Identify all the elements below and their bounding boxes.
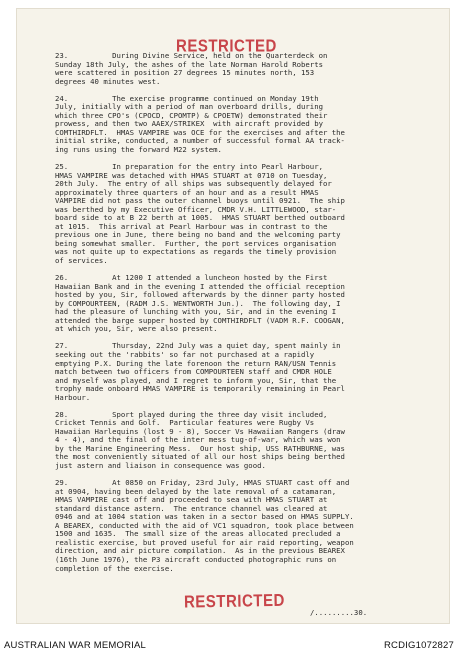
text-line: VAMPIRE did not pass the outer channel buoys until 0921. The ship	[55, 196, 345, 206]
paragraph-26	[55, 274, 400, 334]
text-line: which three CPO's (CPOCD, CPOMTP) & CPOETW) demonstrated their	[55, 110, 328, 120]
text-line: 23. During Divine Service, held on the Quarterdeck on	[55, 51, 328, 60]
text-line: standard distance astern. The entrance channel was cleared at	[55, 503, 328, 513]
text-line: was berthed by my Executive Officer, CMDR V.H. LITTLEWOOD, star-	[55, 204, 337, 214]
text-line: by the Marine Engineering Mess. Our host ship, USS RATHBURNE, was	[55, 443, 345, 453]
text-line: seeking out the 'rabbits' so far not purchased at a rapidly	[55, 349, 315, 359]
text-line: A BEAREX, conducted with the aid of VC1 squadron, took place between	[55, 520, 354, 530]
text-line: the most conveniently situated of all our host ships being berthed	[55, 452, 345, 462]
restricted-stamp-top: RESTRICTED	[176, 36, 277, 57]
paragraph-25	[55, 163, 400, 266]
text-line: match between two officers from COMPOURTEEN staff and CMDR HOLE	[55, 367, 332, 377]
text-line: being somewhat smaller. Further, the port services organisation	[55, 238, 337, 248]
text-line: hosted by you, Sir, followed afterwards by the dinner party hosted	[55, 290, 345, 300]
text-line: ing runs using the forward M22 system.	[55, 144, 222, 154]
text-line: at 0904, having been delayed by the late removal of a catamaran,	[55, 486, 337, 496]
text-line: was not quite up to expectations as regards the timely provision	[55, 247, 337, 257]
text-line: board side to at B 22 berth at 1005. HMAS STUART berthed outboard	[55, 213, 345, 223]
text-line: prowess, and then two AAEX/STRIKEX with aircraft provided by	[55, 119, 323, 129]
text-line: HMAS VAMPIRE cast off and proceeded to sea with HMAS STUART at	[55, 495, 328, 505]
paragraph-27	[55, 342, 400, 402]
text-line: (16th June 1976), the P3 aircraft conducted photographic runs on	[55, 554, 337, 564]
text-line: approximately three quarters of an hour and as a result HMAS	[55, 187, 319, 197]
text-line: direction, and air picture compilation. As in the previous BEAREX	[55, 546, 345, 556]
text-line: initial strike, conducted, a number of successful formal AA track-	[55, 136, 345, 146]
text-line: emptying P.X. During the late forenoon the return RAN/USN Tennis	[55, 358, 337, 368]
text-line: Hawaiian Bank and in the evening I attended the official reception	[55, 281, 345, 291]
text-line: July, initially with a period of man overboard drills, during	[55, 102, 323, 112]
text-line: 1500 and 1635. The small size of the areas allocated precluded a	[55, 529, 341, 539]
text-line: realistic exercise, but proved useful for air raid reporting, weapon	[55, 537, 354, 547]
paragraph-24	[55, 95, 400, 155]
text-line: Sunday 18th July, the ashes of the late Norman Harold Roberts	[55, 59, 323, 69]
text-line: 20th July. The entry of all ships was subsequently delayed for	[55, 179, 332, 189]
text-line: 0946 and at 1004 station was taken in a sector based on HMAS SUPPLY.	[55, 512, 354, 522]
footer-record-id: RCDIG1072827	[384, 640, 454, 651]
paragraph-29	[55, 479, 400, 573]
text-line: 24. The exercise programme continued on Monday 19th	[55, 93, 319, 103]
text-line: 25. In preparation for the entry into Pearl Harbour,	[55, 162, 323, 172]
text-line: at 1015. This arrival at Pearl Harbour was in contrast to the	[55, 221, 328, 231]
restricted-stamp-bottom: RESTRICTED	[183, 590, 286, 613]
text-line: 27. Thursday, 22nd July was a quiet day, spent mainly in	[55, 341, 341, 351]
text-line: Cricket Tennis and Golf. Particular features were Rugby Vs	[55, 418, 315, 428]
text-line: Harbour.	[55, 392, 91, 402]
text-line: trophy made onboard HMAS VAMPIRE is temporarily remaining in Pearl	[55, 384, 345, 394]
text-line: HMAS VAMPIRE was detached with HMAS STUART at 0710 on Tuesday,	[55, 170, 328, 180]
text-line: of services.	[55, 256, 108, 266]
text-line: at which you, Sir, were also present.	[55, 324, 218, 334]
text-line: COMTHIRDFLT. HMAS VAMPIRE was OCE for the exercises and after the	[55, 127, 345, 137]
text-line: degrees 40 minutes west.	[55, 76, 161, 86]
text-line: were scattered in position 27 degrees 15 minutes north, 153	[55, 68, 315, 78]
text-line: 26. At 1200 I attended a luncheon hosted by the First	[55, 273, 328, 283]
paragraph-28	[55, 411, 400, 471]
text-line: attended the barge supper hosted by COMTHIRDFLT (VADM R.F. COOGAN,	[55, 315, 345, 325]
text-line: Hawaiian Harlequins (lost 9 - 8), Soccer Vs Hawaiian Rangers (draw	[55, 426, 345, 436]
text-line: had the pleasure of lunching with you, Sir, and in the evening I	[55, 307, 337, 317]
document-body	[55, 52, 400, 582]
text-line: 28. Sport played during the three day visit included,	[55, 409, 328, 419]
text-line: 29. At 0850 on Friday, 23rd July, HMAS STUART cast off and	[55, 478, 350, 488]
footer-source: AUSTRALIAN WAR MEMORIAL	[4, 640, 147, 651]
page-continuation-ref: /.........30.	[310, 608, 368, 617]
text-line: by COMPOURTEEN, (RADM J.S. WENTWORTH Jun.). The following day, I	[55, 298, 341, 308]
paragraph-23	[55, 52, 400, 86]
text-line: completion of the exercise.	[55, 563, 174, 573]
text-line: just astern and liaison in consequence was good.	[55, 461, 266, 471]
text-line: previous one in June, there being no band and the welcoming party	[55, 230, 341, 240]
text-line: 4 - 4), and the final of the inter mess tug-of-war, which was won	[55, 435, 341, 445]
text-line: and myself was played, and I regret to inform you, Sir, that the	[55, 375, 337, 385]
